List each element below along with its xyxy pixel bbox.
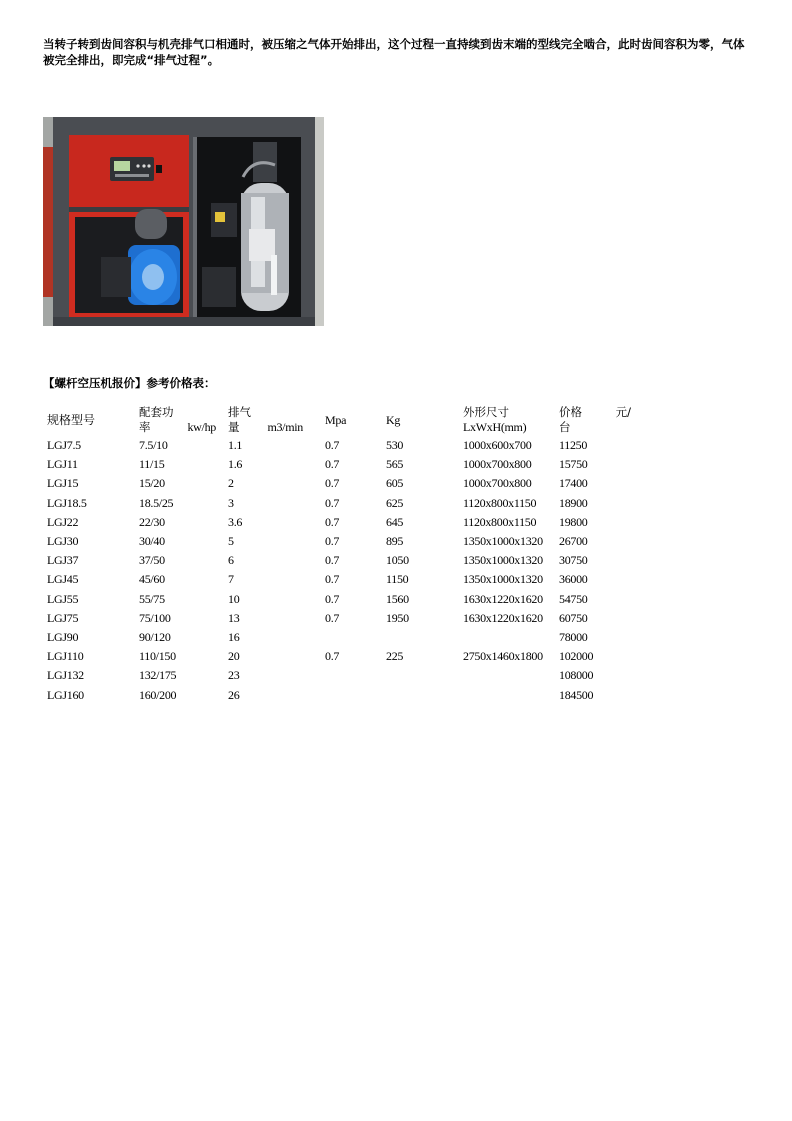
cell-pressure — [321, 666, 382, 685]
cell-pressure — [321, 685, 382, 704]
table-row — [43, 628, 631, 647]
cell-price: 108000 — [559, 668, 594, 683]
cell-power: 37/50 — [139, 553, 165, 568]
cell-price: 15750 — [559, 457, 588, 472]
cell-size: 1350x1000x1320 — [463, 572, 543, 587]
cell-power: 160/200 — [139, 687, 177, 702]
cell-size: 1000x600x700 — [463, 438, 532, 453]
cell-pressure: 0.7 — [325, 572, 340, 587]
price-table-title: 【螺杆空压机报价】参考价格表： — [43, 376, 216, 390]
header-size — [459, 404, 555, 436]
cell-power: 90/120 — [139, 629, 171, 644]
intro-paragraph: 当转子转到齿间容积与机壳排气口相通时，被压缩之气体开始排出，这个过程一直持续到齿末端的型线完全啮合，此时齿间容积为零，气体被完全排出，即完成“排气过程”。 — [43, 37, 745, 67]
cell-model: LGJ132 — [47, 668, 84, 683]
cell-flow: 6 — [228, 553, 234, 568]
cell-power: 110/150 — [139, 649, 176, 664]
cell-model: LGJ55 — [47, 591, 79, 606]
cell-pressure: 0.7 — [325, 553, 340, 568]
cell-weight: 565 — [386, 457, 404, 472]
cell-size: 1120x800x1150 — [463, 514, 537, 529]
cell-weight: 1560 — [386, 591, 409, 606]
cell-power: 11/15 — [139, 457, 165, 472]
cell-pressure: 0.7 — [325, 476, 340, 491]
cell-price: 60750 — [559, 610, 588, 625]
cell-model: LGJ45 — [47, 572, 79, 587]
cell-price: 30750 — [559, 553, 588, 568]
header-size-line1: 外形尺寸 — [463, 405, 509, 419]
cell-flow: 2 — [228, 476, 234, 491]
header-pressure: Mpa — [325, 412, 347, 427]
cell-size: 2750x1460x1800 — [463, 649, 543, 664]
cell-weight: 1150 — [386, 572, 409, 587]
cell-pressure: 0.7 — [325, 495, 340, 510]
table-row — [43, 609, 631, 628]
table-row — [43, 436, 631, 455]
table-row — [43, 666, 631, 685]
cell-model: LGJ160 — [47, 687, 84, 702]
cell-model: LGJ18.5 — [47, 495, 87, 510]
header-flow-line1: 排气 — [228, 405, 251, 419]
cell-weight: 1950 — [386, 610, 409, 625]
header-size-line2: LxWxH(mm) — [463, 420, 527, 434]
cell-size: 1350x1000x1320 — [463, 553, 543, 568]
cell-flow: 13 — [228, 610, 240, 625]
cell-model: LGJ90 — [47, 629, 79, 644]
table-row — [43, 570, 631, 589]
cell-size — [459, 685, 555, 704]
cell-weight — [382, 628, 459, 647]
cell-price: 11250 — [559, 438, 588, 453]
cell-power: 7.5/10 — [139, 438, 168, 453]
cell-power: 30/40 — [139, 534, 165, 549]
table-body — [43, 436, 631, 705]
table-row — [43, 474, 631, 493]
header-weight: Kg — [386, 412, 401, 427]
header-power-line2a: 率 — [139, 420, 151, 434]
cell-price: 26700 — [559, 534, 588, 549]
cell-size: 1350x1000x1320 — [463, 534, 543, 549]
cell-size: 1000x700x800 — [463, 476, 532, 491]
cell-pressure — [321, 628, 382, 647]
cell-weight: 1050 — [386, 553, 409, 568]
cell-flow: 3 — [228, 495, 234, 510]
cell-weight — [382, 666, 459, 685]
cell-pressure: 0.7 — [325, 457, 340, 472]
header-price-line1a: 价格 — [559, 405, 582, 419]
cell-power: 15/20 — [139, 476, 165, 491]
cell-model: LGJ15 — [47, 476, 79, 491]
cell-power: 75/100 — [139, 610, 171, 625]
cell-weight: 605 — [386, 476, 404, 491]
cell-weight: 225 — [386, 649, 404, 664]
cell-flow: 1.6 — [228, 457, 243, 472]
cell-pressure: 0.7 — [325, 534, 340, 549]
header-flow-unit: m3/min — [267, 420, 303, 434]
cell-price: 36000 — [559, 572, 588, 587]
cell-flow: 10 — [228, 591, 240, 606]
cell-price: 102000 — [559, 649, 594, 664]
cell-size: 1630x1220x1620 — [463, 610, 543, 625]
cell-model: LGJ11 — [47, 457, 78, 472]
cell-size — [459, 666, 555, 685]
cell-flow: 20 — [228, 649, 240, 664]
cell-size: 1000x700x800 — [463, 457, 532, 472]
table-row — [43, 551, 631, 570]
cell-flow: 16 — [228, 629, 240, 644]
header-flow — [224, 404, 321, 436]
cell-weight: 895 — [386, 534, 404, 549]
cell-power: 55/75 — [139, 591, 165, 606]
compressor-illustration — [43, 117, 324, 326]
cell-flow: 1.1 — [228, 438, 243, 453]
cell-size — [459, 628, 555, 647]
cell-flow: 3.6 — [228, 514, 243, 529]
table-row — [43, 685, 631, 704]
cell-model: LGJ7.5 — [47, 438, 81, 453]
cell-model: LGJ37 — [47, 553, 79, 568]
cell-flow: 7 — [228, 572, 234, 587]
table-row — [43, 455, 631, 474]
cell-price: 54750 — [559, 591, 588, 606]
cell-pressure: 0.7 — [325, 514, 340, 529]
cell-power: 18.5/25 — [139, 495, 174, 510]
cell-model: LGJ30 — [47, 534, 79, 549]
cell-size: 1630x1220x1620 — [463, 591, 543, 606]
price-table — [43, 404, 631, 705]
table-header-row — [43, 404, 631, 436]
table-row — [43, 647, 631, 666]
header-price-unit: 元/ — [615, 405, 631, 419]
compressor-photo — [43, 117, 324, 326]
cell-flow: 23 — [228, 668, 240, 683]
table-row — [43, 494, 631, 513]
cell-power: 45/60 — [139, 572, 165, 587]
cell-price: 18900 — [559, 495, 588, 510]
header-flow-line2a: 量 — [228, 420, 240, 434]
cell-pressure: 0.7 — [325, 591, 340, 606]
table-row — [43, 513, 631, 532]
table-row — [43, 532, 631, 551]
cell-price: 17400 — [559, 476, 588, 491]
cell-weight: 530 — [386, 438, 404, 453]
cell-flow: 26 — [228, 687, 240, 702]
cell-flow: 5 — [228, 534, 234, 549]
cell-model: LGJ110 — [47, 649, 84, 664]
cell-power: 132/175 — [139, 668, 177, 683]
cell-pressure: 0.7 — [325, 610, 340, 625]
cell-price: 19800 — [559, 514, 588, 529]
cell-weight: 625 — [386, 495, 404, 510]
table-row — [43, 590, 631, 609]
cell-pressure: 0.7 — [325, 649, 340, 664]
cell-power: 22/30 — [139, 514, 165, 529]
header-power — [135, 404, 224, 436]
cell-model: LGJ22 — [47, 514, 79, 529]
cell-weight — [382, 685, 459, 704]
cell-pressure: 0.7 — [325, 438, 340, 453]
header-price — [555, 404, 631, 436]
cell-weight: 645 — [386, 514, 404, 529]
cell-size: 1120x800x1150 — [463, 495, 537, 510]
header-price-line2: 台 — [559, 420, 571, 434]
header-model: 规格型号 — [47, 412, 96, 427]
cell-model: LGJ75 — [47, 610, 79, 625]
header-power-unit: kw/hp — [187, 420, 216, 434]
cell-price: 78000 — [559, 629, 588, 644]
header-power-line1: 配套功 — [139, 405, 174, 419]
cell-price: 184500 — [559, 687, 594, 702]
